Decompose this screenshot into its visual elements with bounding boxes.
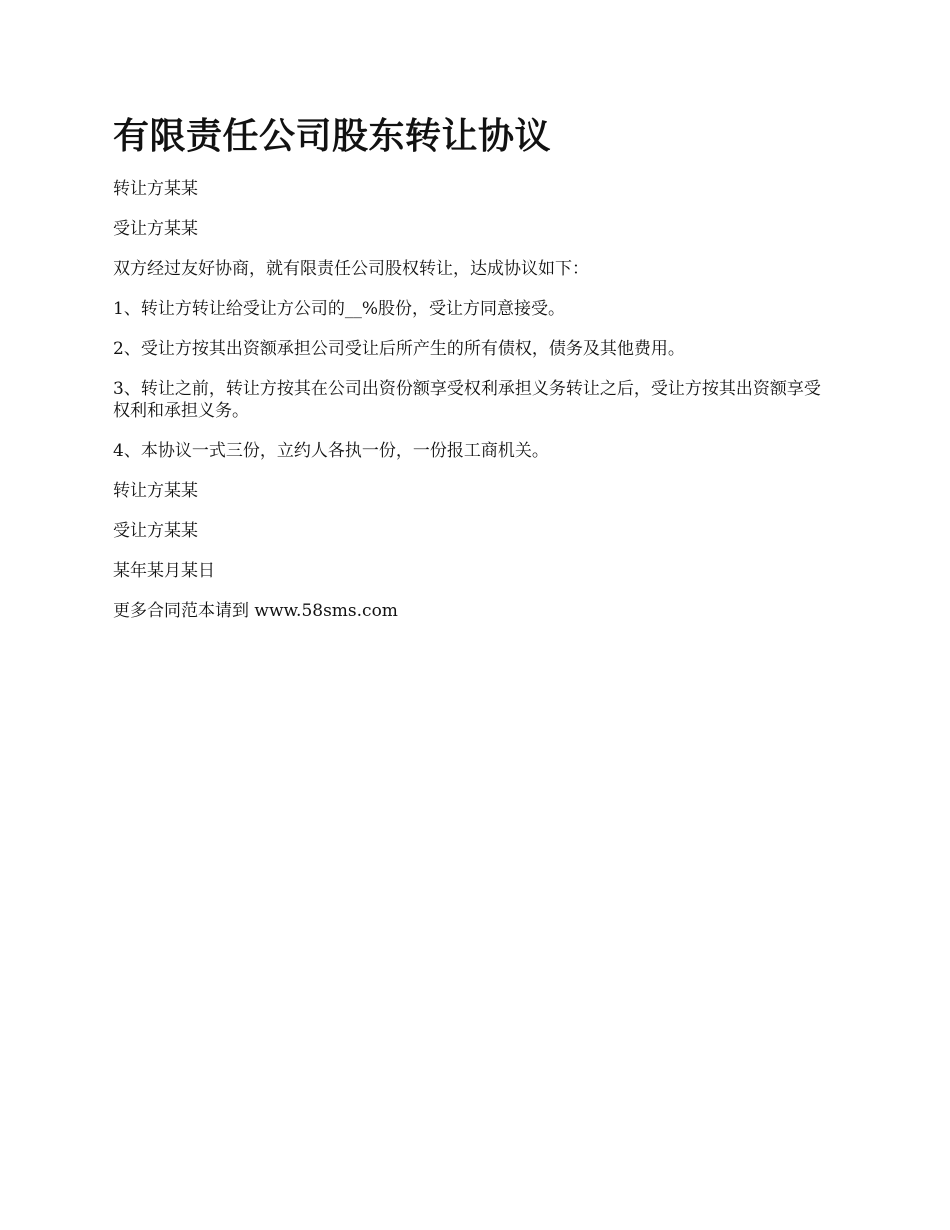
clause-4: 4、本协议一式三份，立约人各执一份，一份报工商机关。 [113, 441, 549, 461]
clause-3: 3、转让之前，转让方按其在公司出资份额享受权利承担义务转让之后，受让方按其出资额享受权利和承担义务。 [113, 379, 821, 421]
transferee-line: 受让方某某 [113, 219, 198, 239]
signature-transferor: 转让方某某 [113, 481, 198, 501]
preamble-paragraph: 双方经过友好协商，就有限责任公司股权转让，达成协议如下： [113, 259, 589, 279]
clause-1: 1、转让方转让给受让方公司的__%股份，受让方同意接受。 [113, 299, 565, 319]
document-body [113, 112, 833, 640]
signature-date: 某年某月某日 [113, 561, 215, 581]
footer-note: 更多合同范本请到 www.58sms.com [113, 601, 398, 621]
signature-transferee: 受让方某某 [113, 521, 198, 541]
clause-2: 2、受让方按其出资额承担公司受让后所产生的所有债权，债务及其他费用。 [113, 339, 685, 359]
document-title: 有限责任公司股东转让协议 [113, 115, 552, 157]
transferor-line: 转让方某某 [113, 179, 198, 199]
